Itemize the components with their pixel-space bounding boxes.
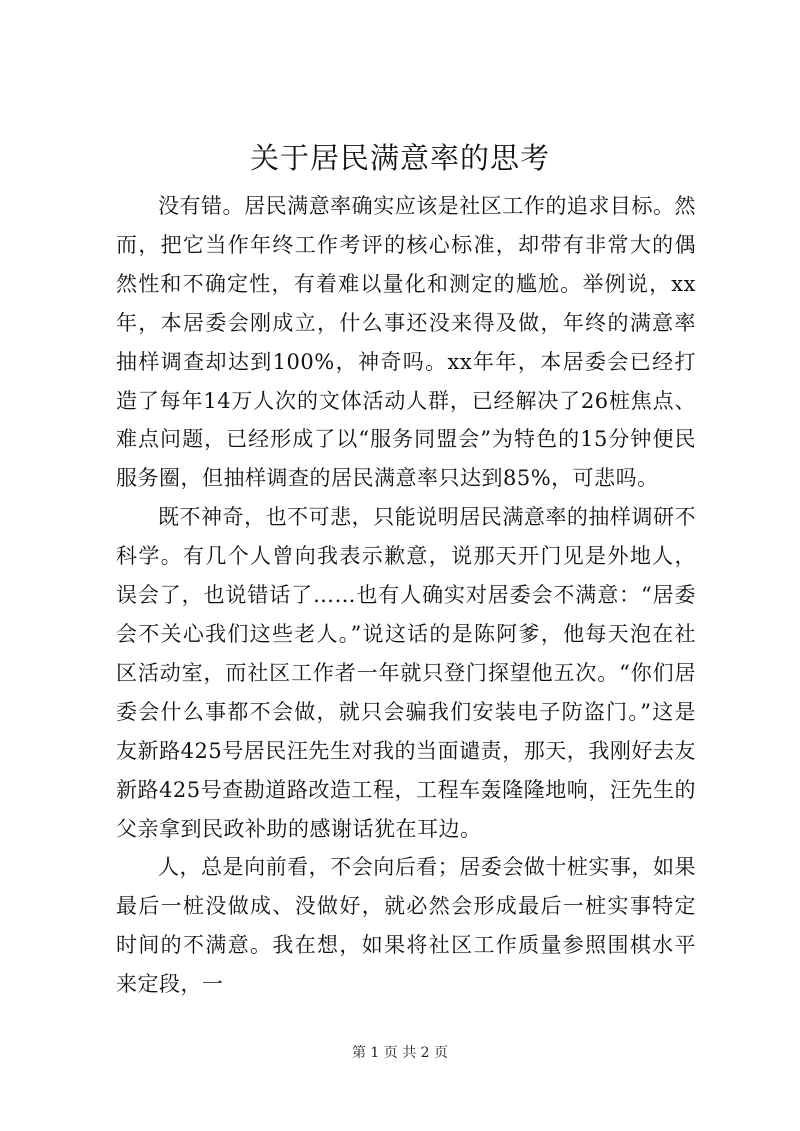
paragraph-3: 人，总是向前看，不会向后看；居委会做十桩实事，如果最后一桩没做成、没做好，就必然会形成最后一桩实事特定时间的不满意。我在想，如果将社区工作质量参照围棋水平来定段，一 <box>116 855 696 997</box>
document-body <box>116 187 696 1004</box>
page-footer: 第 1 页 共 2 页 <box>351 1045 449 1061</box>
paragraph-2: 既不神奇，也不可悲，只能说明居民满意率的抽样调研不科学。有几个人曾向我表示歉意，说那天开门见是外地人，误会了，也说错话了……也有人确实对居委会不满意：“居委会不关心我们这些老人。”说这话的是陈阿爹，他每天泡在社区活动室，而社区工作者一年就只登门探望他五次。“你们居委会什么事都不会做，就只会骗我们安装电子防盗门。”这是友新路425号居民汪先生对我的当面谴责，那天，我刚好去友新路425号查勘道路改造工程，工程车轰隆隆地响，汪先生的父亲拿到民政补助的感谢话犹在耳边。 <box>116 505 696 841</box>
paragraph-1: 没有错。居民满意率确实应该是社区工作的追求目标。然而，把它当作年终工作考评的核心标准，却带有非常大的偶然性和不确定性，有着难以量化和测定的尴尬。举例说，xx年，本居委会刚成立，什么事还没来得及做，年终的满意率抽样调查却达到100%，神奇吗。xx年年，本居委会已经打造了每年14万人次的文体活动人群，已经解决了26桩焦点、难点问题，已经形成了以“服务同盟会”为特色的15分钟便民服务圈，但抽样调查的居民满意率只达到85%，可悲吗。 <box>116 194 696 491</box>
document-title: 关于居民满意率的思考 <box>249 141 550 175</box>
